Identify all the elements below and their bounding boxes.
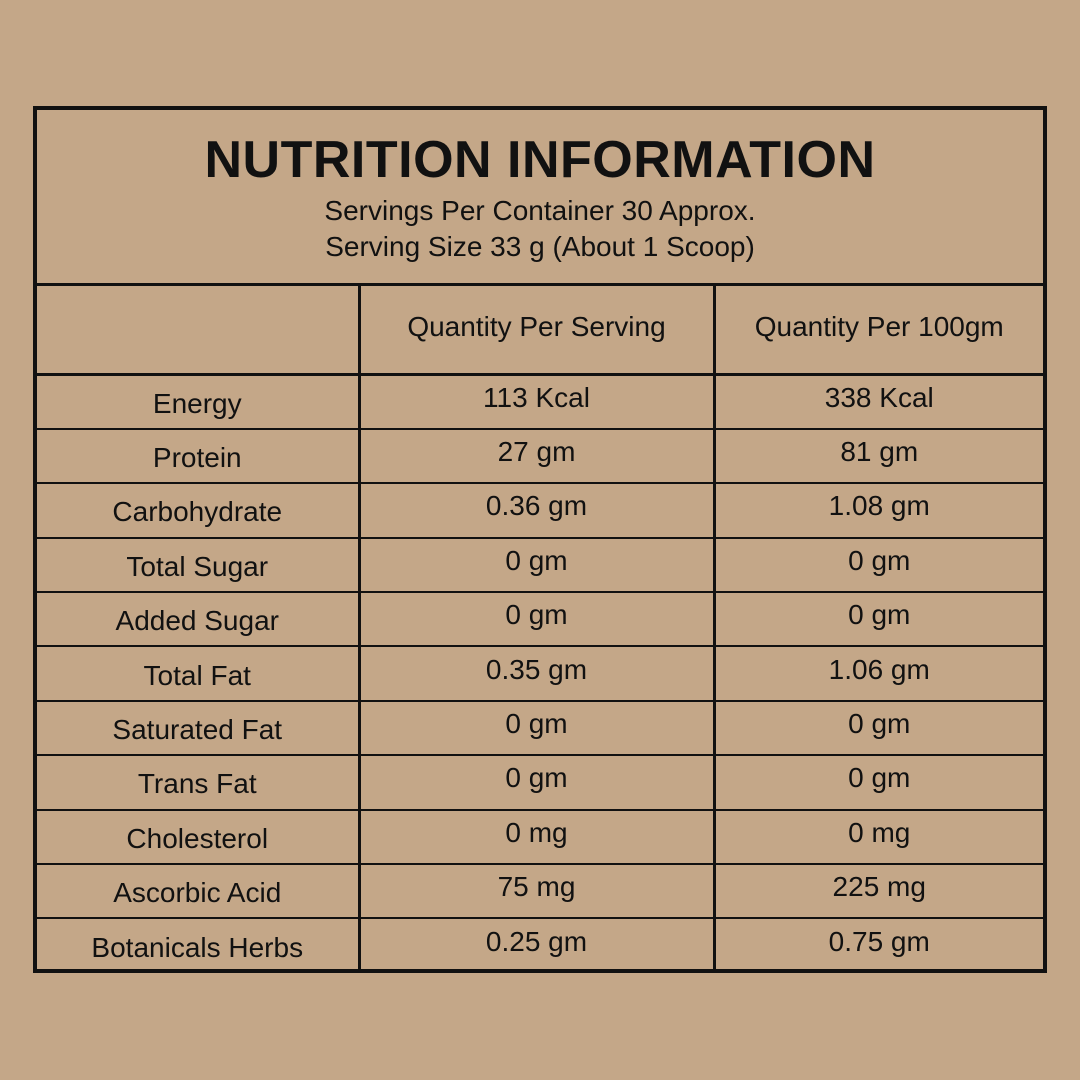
- per-serving-cell: 0 mg: [359, 810, 714, 864]
- header-cell-nutrient: [37, 285, 359, 375]
- per-100g-cell: 0 gm: [714, 701, 1043, 755]
- nutrition-header: [37, 110, 1043, 283]
- nutrient-cell: Added Sugar: [37, 592, 359, 646]
- serving-size: Serving Size 33 g (About 1 Scoop): [325, 231, 755, 262]
- per-100g-cell: 1.08 gm: [714, 483, 1043, 537]
- nutrient-cell: Saturated Fat: [37, 701, 359, 755]
- table-header-row: [37, 285, 1043, 375]
- per-100g-cell: 0.75 gm: [714, 918, 1043, 972]
- table-row: [37, 592, 1043, 646]
- per-serving-cell: 75 mg: [359, 864, 714, 918]
- nutrient-cell: Botanicals Herbs: [37, 918, 359, 972]
- table-row: [37, 701, 1043, 755]
- table-row: [37, 375, 1043, 429]
- nutrient-cell: Ascorbic Acid: [37, 864, 359, 918]
- table-row: [37, 864, 1043, 918]
- table-row: [37, 810, 1043, 864]
- nutrition-table: [37, 283, 1043, 973]
- per-serving-cell: 0.25 gm: [359, 918, 714, 972]
- table-row: [37, 646, 1043, 700]
- per-100g-cell: 81 gm: [714, 429, 1043, 483]
- nutrient-cell: Energy: [37, 375, 359, 429]
- table-row: [37, 483, 1043, 537]
- per-serving-cell: 0 gm: [359, 538, 714, 592]
- per-100g-cell: 338 Kcal: [714, 375, 1043, 429]
- table-row: [37, 429, 1043, 483]
- per-serving-cell: 0 gm: [359, 701, 714, 755]
- nutrient-cell: Protein: [37, 429, 359, 483]
- per-100g-cell: 0 gm: [714, 592, 1043, 646]
- servings-per-container: Servings Per Container 30 Approx.: [324, 195, 756, 226]
- nutrition-panel: [33, 106, 1047, 973]
- table-row: [37, 918, 1043, 972]
- header-cell-per-100g: Quantity Per 100gm: [714, 285, 1043, 375]
- per-serving-cell: 27 gm: [359, 429, 714, 483]
- per-100g-cell: 0 mg: [714, 810, 1043, 864]
- per-serving-cell: 0.35 gm: [359, 646, 714, 700]
- nutrient-cell: Total Fat: [37, 646, 359, 700]
- nutrient-cell: Carbohydrate: [37, 483, 359, 537]
- per-100g-cell: 1.06 gm: [714, 646, 1043, 700]
- per-100g-cell: 0 gm: [714, 538, 1043, 592]
- per-serving-cell: 113 Kcal: [359, 375, 714, 429]
- nutrient-cell: Cholesterol: [37, 810, 359, 864]
- nutrient-cell: Trans Fat: [37, 755, 359, 809]
- table-row: [37, 755, 1043, 809]
- nutrient-cell: Total Sugar: [37, 538, 359, 592]
- table-row: [37, 538, 1043, 592]
- per-100g-cell: 0 gm: [714, 755, 1043, 809]
- page-title: NUTRITION INFORMATION: [204, 131, 876, 189]
- header-cell-per-serving: Quantity Per Serving: [359, 285, 714, 375]
- per-serving-cell: 0 gm: [359, 755, 714, 809]
- per-serving-cell: 0 gm: [359, 592, 714, 646]
- per-100g-cell: 225 mg: [714, 864, 1043, 918]
- per-serving-cell: 0.36 gm: [359, 483, 714, 537]
